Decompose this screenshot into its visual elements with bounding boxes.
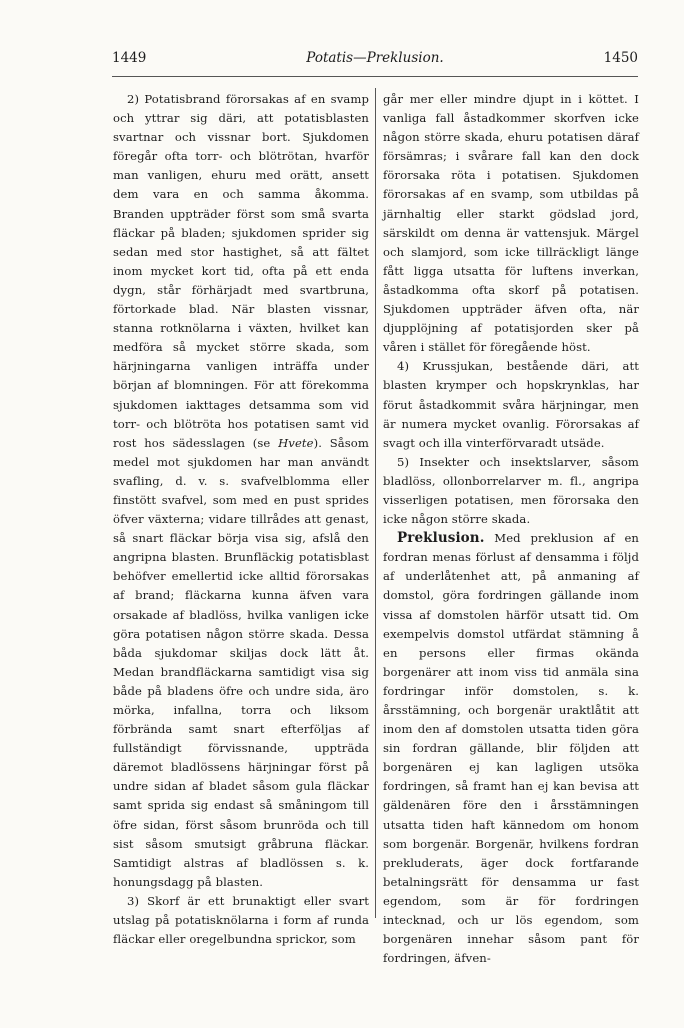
page-number-left: 1449 bbox=[112, 50, 147, 66]
running-title: Potatis—Preklusion. bbox=[306, 50, 444, 66]
header-rule bbox=[112, 76, 638, 77]
paragraph-text: 2) Potatisbrand förorsakas af en svamp och yttrar sig däri, att potatisblasten svartnar och vissnar bort. Sjukdomen föregår ofta torr- och blötrötan, hvarför man vanligen, ehuru med orätt, ansett dem vara en och samma åkomma. Branden uppträder först som små svarta fläckar på bladen; sjukdomen sprider sig sedan med stor hastighet, så att fältet inom mycket kort tid, ofta på ett enda dygn, står förhärjadt med svartbruna, förtorkade blad. När blasten vissnar, stanna rotknölarna i växten, hvilket kan medföra så mycket större skada, som härjningarna vanligen inträffa under början af blomningen. För att förekomma sjukdomen iakttages detsamma som vid torr- och blötröta hos potatisen samt vid rost hos sädesslagen (se bbox=[113, 92, 369, 450]
column-divider bbox=[375, 88, 376, 918]
paragraph-insekter: 5) Insekter och insektslarver, såsom bladlöss, ollonborrelarver m. fl., angripa visserligen potatisen, men förorsaka den icke någon större skada. bbox=[383, 454, 639, 527]
paragraph-krussjukan: 4) Krussjukan, bestående däri, att blasten krymper och hopskrynklas, har förut åstadkommit svåra härjningar, men är numera mycket ovanlig. Förorsakas af svagt och illa vinterförvaradt utsäde. bbox=[383, 359, 639, 450]
paragraph-skorf-continued: går mer eller mindre djupt in i köttet. I vanliga fall åstadkommer skorfven icke någon större skada, ehuru potatisen däraf försämras; i svårare fall kan den dock förorsaka röta i potatisen. Sjukdomen förorsakas af en svamp, som utbildas på järnhaltig eller starkt gödslad jord, särskildt om denna är vattensjuk. Märgel och slamjord, som icke tillräckligt länge fått ligga utsatta för luftens inverkan, åstadkomma ofta skorf på potatisen. Sjukdomen uppträder äfven ofta, när djupplöjning af potatisjorden sker på våren i stället för föregående höst. bbox=[383, 92, 639, 355]
cross-reference-link[interactable]: Hvete bbox=[278, 435, 314, 450]
right-column bbox=[383, 90, 639, 968]
page-number-right: 1450 bbox=[603, 50, 638, 66]
page-header bbox=[112, 50, 638, 72]
paragraph-text: ). Såsom medel mot sjukdomen har man användt svafling, d. v. s. svafvelblomma eller finstött svafvel, som med en pust sprides öfver växterna; vidare tillrådes att genast, så snart fläckar börja visa sig, afslå den angripna blasten. Brunfläckig potatisblast behöfver emellertid icke alltid förorsakas af brand; fläckarna kunna äfven vara orsakade af bladlöss, hvilka vanligen icke göra potatisen någon större skada. Dessa båda sjukdomar skiljas dock lätt åt. Medan brandfläckarna samtidigt visa sig både på bladens öfre och undre sida, äro mörka, infallna, torra och liksom förbrända samt snart efterföljas af fullständigt förvissnande, uppträda däremot bladlössens härjningar först på undre sidan af bladet såsom gula fläckar samt sprida sig endast så småningom till öfre sidan, först såsom brunröda och till sist såsom smutsigt gråbruna fläckar. Samtidigt alstras af bladlössen s. k. honungsdagg på blasten. bbox=[113, 435, 369, 889]
entry-headword: Preklusion. bbox=[397, 530, 485, 547]
entry-text: Med preklusion af en fordran menas förlust af densamma i följd af underlåtenhet att, på anmaning af domstol, göra fordringen gällande inom vissa af domstolen härför utsatt tid. Om exempelvis domstol utfärdat stämning å en persons eller firmas okända borgenärer att inom viss tid anmäla sina fordringar inför domstolen, s. k. årsstämning, och borgenär uraktlåtit att inom den af domstolen utsatta tiden göra sin fordran gällande, blir följden att borgenären ej kan lagligen utsöka fordringen, så framt han ej kan bevisa att gäldenären före den i årsstämningen utsatta tiden haft kännedom om honom som borgenär. Borgenär, hvilkens fordran prekluderats, äger dock fortfarande betalningsrätt för densamma ur fast egendom, som är för fordringen intecknad, och ur lös egendom, som borgenären innehar såsom pant för fordringen, äfven- bbox=[383, 531, 639, 966]
entry-preklusion bbox=[383, 529, 639, 968]
paragraph-potatisbrand bbox=[113, 90, 369, 892]
left-column bbox=[113, 90, 369, 949]
paragraph-skorf: 3) Skorf är ett brunaktigt eller svart utslag på potatisknölarna i form af runda fläckar eller oregelbundna sprickor, som bbox=[113, 893, 369, 947]
